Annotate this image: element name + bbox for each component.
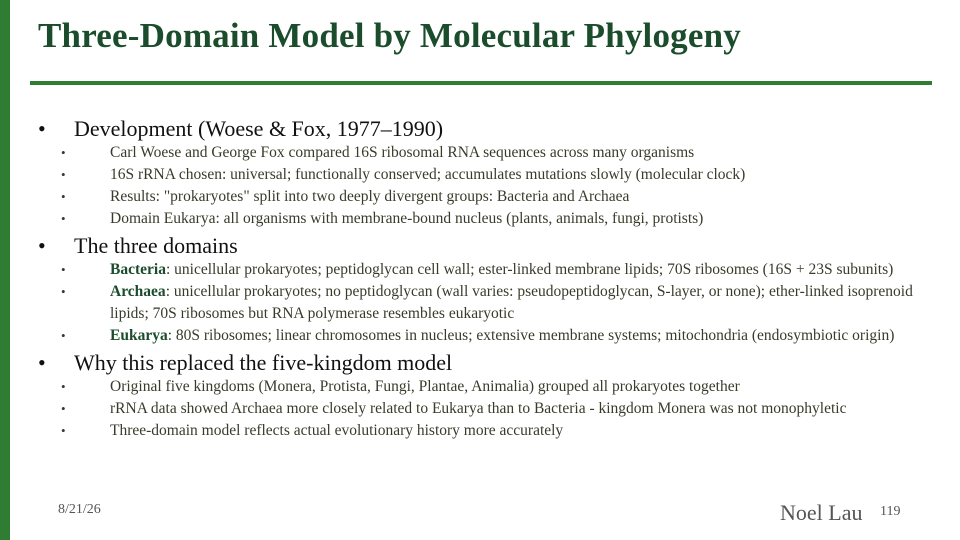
bullet-icon: • bbox=[61, 167, 66, 182]
domain-name: Bacteria bbox=[110, 261, 166, 278]
bullet-icon: • bbox=[61, 401, 66, 416]
bullet-icon: • bbox=[61, 328, 66, 343]
list-item bbox=[0, 420, 960, 442]
section-heading bbox=[0, 349, 960, 376]
bullet-icon: • bbox=[38, 233, 46, 258]
section-heading-text: Why this replaced the five-kingdom model bbox=[74, 350, 453, 375]
list-item-text: : unicellular prokaryotes; peptidoglycan cell wall; ester-linked membrane lipids; 70S ribosomes (16S + 23S subunits) bbox=[165, 261, 894, 278]
bullet-icon: • bbox=[61, 189, 66, 204]
list-item-text: : unicellular prokaryotes; no peptidoglycan (wall varies: pseudopeptidoglycan, S-layer, or none); ether-linked isoprenoid lipids; 70S ribosomes but RNA polymerase resembles eukaryotic bbox=[110, 283, 913, 322]
domain-name: Archaea bbox=[110, 283, 166, 300]
bullet-icon: • bbox=[61, 211, 66, 226]
bullet-icon: • bbox=[38, 116, 46, 141]
bullet-icon: • bbox=[61, 379, 66, 394]
section-heading bbox=[0, 232, 960, 259]
bullet-icon: • bbox=[61, 145, 66, 160]
list-item bbox=[0, 259, 960, 281]
list-item-text: 16S rRNA chosen: universal; functionally conserved; accumulates mutations slowly (molecular clock) bbox=[110, 166, 746, 183]
list-item-text: Carl Woese and George Fox compared 16S ribosomal RNA sequences across many organisms bbox=[110, 144, 695, 161]
list-item bbox=[0, 281, 960, 325]
list-item bbox=[0, 186, 960, 208]
list-item bbox=[0, 142, 960, 164]
list-item bbox=[0, 208, 960, 230]
section-heading bbox=[0, 115, 960, 142]
list-item bbox=[0, 164, 960, 186]
slide-content bbox=[0, 113, 960, 442]
list-item bbox=[0, 376, 960, 398]
list-item-text: Domain Eukarya: all organisms with membrane-bound nucleus (plants, animals, fungi, protists) bbox=[110, 210, 704, 227]
list-item-text: Results: "prokaryotes" split into two deeply divergent groups: Bacteria and Archaea bbox=[110, 188, 630, 205]
bullet-icon: • bbox=[61, 262, 66, 277]
list-item bbox=[0, 325, 960, 347]
page-number: 119 bbox=[880, 504, 901, 519]
domain-name: Eukarya bbox=[110, 327, 168, 344]
slide-title: Three-Domain Model by Molecular Phylogeny bbox=[38, 16, 741, 55]
bullet-icon: • bbox=[38, 350, 46, 375]
bullet-icon: • bbox=[61, 284, 66, 299]
list-item-text: Three-domain model reflects actual evolutionary history more accurately bbox=[110, 422, 564, 439]
footer-author: Noel Lau bbox=[780, 500, 863, 525]
section-heading-text: Development (Woese & Fox, 1977–1990) bbox=[74, 116, 444, 141]
list-item-text: Original five kingdoms (Monera, Protista, Fungi, Plantae, Animalia) grouped all prokaryotes together bbox=[110, 378, 740, 395]
list-item bbox=[0, 398, 960, 420]
section-heading-text: The three domains bbox=[74, 233, 238, 258]
bullet-icon: • bbox=[61, 423, 66, 438]
footer-date: 8/21/26 bbox=[58, 502, 101, 517]
list-item-text: : 80S ribosomes; linear chromosomes in nucleus; extensive membrane systems; mitochondria (endosymbiotic origin) bbox=[167, 327, 895, 344]
title-divider bbox=[30, 81, 932, 85]
list-item-text: rRNA data showed Archaea more closely related to Eukarya than to Bacteria - kingdom Monera was not monophyletic bbox=[110, 400, 847, 417]
